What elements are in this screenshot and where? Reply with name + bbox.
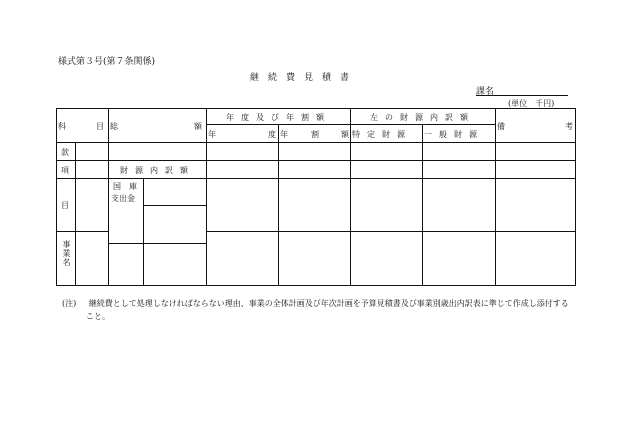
col-total-left: 総 bbox=[110, 122, 118, 131]
footnote-continuation: こと。 bbox=[86, 312, 110, 321]
section-name-line bbox=[476, 95, 568, 96]
table-line bbox=[206, 231, 575, 232]
table-line bbox=[56, 142, 575, 143]
remarks-left: 備 bbox=[497, 122, 505, 131]
row-kan-label: 款 bbox=[61, 148, 69, 157]
annual-amount-left: 年 bbox=[280, 130, 288, 139]
table-line bbox=[422, 124, 423, 285]
row-moku-label: 目 bbox=[61, 201, 69, 210]
remarks-right: 考 bbox=[565, 122, 573, 131]
table-line bbox=[206, 108, 207, 285]
table-line bbox=[278, 124, 279, 285]
unit-label: (単位 千円) bbox=[508, 99, 555, 108]
disbursement-label: 支出金 bbox=[111, 194, 135, 203]
table-line bbox=[56, 178, 575, 179]
row-kou-label: 項 bbox=[61, 166, 69, 175]
table-line bbox=[75, 142, 76, 285]
national-treasury-label: 国 庫 bbox=[113, 182, 137, 191]
table-line bbox=[56, 160, 575, 161]
funding-group-header: 左の財源内訳額 bbox=[370, 113, 475, 122]
footnote bbox=[62, 298, 569, 309]
footnote-label: (注) bbox=[62, 299, 77, 308]
table-border-left bbox=[56, 108, 57, 285]
table-line bbox=[143, 178, 144, 285]
document-title: 継続費見積書 bbox=[250, 73, 359, 83]
annual-group-header: 年度及び年割額 bbox=[226, 113, 331, 122]
col-subject-right: 目 bbox=[96, 122, 104, 131]
table-line bbox=[143, 205, 206, 206]
table-line bbox=[108, 108, 109, 285]
annual-year-left: 年 bbox=[208, 130, 216, 139]
annual-amount-right: 額 bbox=[341, 130, 349, 139]
funding-general-header: 一般財源 bbox=[424, 130, 484, 139]
table-line bbox=[495, 108, 496, 285]
col-subject-left: 科 bbox=[58, 122, 66, 131]
table-border-bottom bbox=[56, 285, 576, 286]
table-border-right bbox=[575, 108, 576, 285]
footnote-text: 継続費として処理しなければならない理由、事業の全体計画及び年次計画を予算見積書及び事業別歳出内訳表に準じて作成し添付する bbox=[88, 299, 569, 308]
annual-year-right: 度 bbox=[268, 130, 276, 139]
funding-specific-header: 特定財源 bbox=[352, 130, 412, 139]
table-line bbox=[56, 231, 108, 232]
table-line bbox=[350, 108, 351, 285]
section-name-label: 課名 bbox=[476, 87, 495, 97]
col-total-right: 額 bbox=[194, 122, 202, 131]
form-number: 様式第３号(第７条関係) bbox=[58, 57, 156, 67]
table-line bbox=[108, 243, 206, 244]
annual-amount-mid: 割 bbox=[311, 130, 319, 139]
table-border-top bbox=[56, 108, 575, 109]
funding-breakdown-label: 財源内訳額 bbox=[120, 166, 195, 175]
row-project-label: 事業名 bbox=[62, 240, 71, 267]
